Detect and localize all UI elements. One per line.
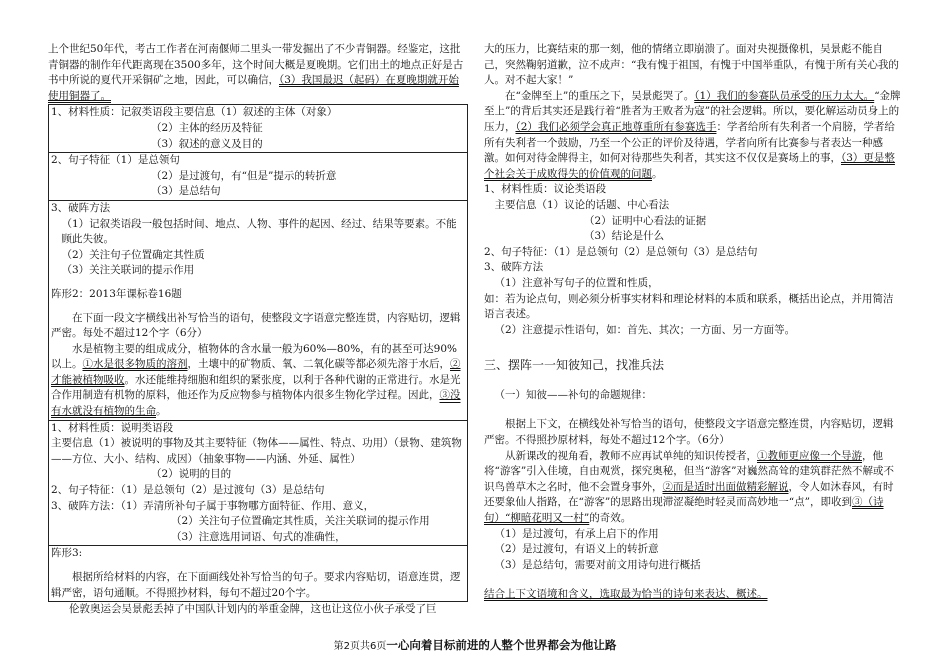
answer-underline: ③没有水就没有植物的生命 (51, 389, 461, 418)
paragraph-teacher: 从新课改的视角看，教师不应再试单纯的知识传授者，①教师更应像一个导游，他将“游客”引入佳境，自由观赏，探究奥秘，但当“游客”对巍然高耸的建筑群茫然不解或不识鸟兽草木之名时，他不会置身事外，②而是适时出面做精彩解说，令人如沐春风，有时还要象仙人指路，在“游客”的思路出现滞涩凝绝时轻灵而高妙地一“点”，即收到③（诗句）“柳暗花明又一村”的奇效。 (484, 449, 894, 525)
answer-underline: ②而是适时出面做精彩解说 (662, 480, 789, 493)
answer-underline: （1）我们的参赛队员承受的压力太大。 (694, 89, 875, 102)
answer-underline: （2）我们必须学会真正地尊重所有参赛选手 (515, 120, 717, 133)
answer-underline: （3）更是整个社会关于成败得失的价值观的问题 (484, 152, 895, 180)
formation3-box: 阵形3: 根据所给材料的内容，在下面画线处补写恰当的句子。要求内容贴切，语意连贯，逻辑严密，语句通顺。不得照抄材料，每句不超过20个字。 (48, 546, 468, 602)
page-footer (0, 637, 950, 653)
answer-underline: ③（诗句）“柳暗花明又一村” (484, 496, 884, 525)
summary-line: 结合上下文语境和含义，选取最为恰当的诗句来表达、概述。 (484, 588, 768, 601)
method-table: 3、破阵方法 （1）记叙类语段一般包括时间、地点、人物、事件的起因、经过、结果等要素。不能顾此失彼。 （2）关注句子位置确定其性质 （3）关注关联词的提示作用 阵形2：2013年课标卷16题 在下面一段文字横线出补写恰当的语句，使整段文字语意完整连贯，内容贴切，逻辑严密。每处不超过12个字（6分） 水是植物主要的组成成分，植物体的含水量一般为60%—80%，有的甚至可达90%以上。①水是很多物质的溶剂，土壤中的矿物质、氧、二氧化碳等都必须先溶于水后，②才能被植物吸收。水还能维持细胞和组织的紧张度，以利于各种代谢的正常进行。水是光合作用制造有机物的原料，他还作为反应物参与植物体内很多生物化学过程。因此，③没有水就没有植物的生命。 (48, 201, 468, 421)
answer-underline: （3）我国最迟（起码）在夏晚期就开始使用铜器了。 (48, 74, 459, 102)
left-column: 上个世纪50年代，考古工作者在河南偃师二里头一带发掘出了不少青铜器。经鉴定，这批青铜器的制作年代距离现在3500多年，这个时间大概是夏晚期。它们出土的地点正好是古书中所说的夏代开采铜矿之地，因此，可以确信，（3）我国最迟（起码）在夏晚期就开始使用铜器了。 1、材料性质：记叙类语段主要信息（1）叙述的主体（对象） （2）主体的经历及特征 （3）叙述的意义及目的 2、句子特征（1）是总领句 （2）是过渡句，有“但是”提示的转折意 （3）是总结句 3、破阵方法 （1）记叙类语段一般包括时间、地点、人物、事件的起因、经过、结果等要素。不能顾此失彼。 （2）关注句子位置确定其性质 （3）关注关联词的提示作用 阵形2：2013年课标卷16题 在下面一段文字横线出补写恰当的语句，使整段文字语意完整连贯，内容贴切，逻辑严密。每处不超过12个字（6分） 水是植物主要的组成成分，植物体的含水量一般为60%—80%，有的甚至可达90%以上。①水是很多物质的溶剂，土壤中的矿物质、氧、二氧化碳等都必须先溶于水后，②才能被植物吸收。水还能维持细胞和组织的紧张度，以利于各种代谢的正常进行。水是光合作用制造有机物的原料，他还作为反应物参与植物体内很多生物化学过程。因此，③没有水就没有植物的生命。 1、材料性质：说明类语段 主要信息（1）被说明的事物及其主要特征（物体——属性、特点、功用）（景物、建筑物——方位、大小、结构、成因）（抽象事物——内涵、外延、属性） （2）说明的目的 2、句子特征：（1）是总领句（2）是过渡句（3）是总结句 3、破阵方法：（1）弄清所补句子属于事物哪方面特征、作用、意义， （2）关注句子位置确定其性质，关注关联词的提示作用 （3）注意选用词语、句式的准确性， 阵形3: 根据所给材料的内容，在下面画线处补写恰当的句子。要求内容贴切，语意连贯，逻辑严密，语句通顺。不得照抄材料，每句不超过20个字。 伦敦奥运会吴景彪丢掉了中国队计划内的举重金牌，这也让这位小伙子承受了巨 (48, 42, 468, 618)
right-column: 大的压力，比赛结束的那一刻，他的情绪立即崩溃了。面对央视摄像机，吴景彪不能自己，突然鞠躬道歉，泣不成声：“我有愧于祖国，有愧于中国举重队，有愧于所有关心我的人。对不起大家！” 在“金牌至上”的重压之下，吴景彪哭了。（1）我们的参赛队员承受的压力太大。“金牌至上”的背后其实还是践行着“胜者为王败者为寇”的社会逻辑。所以，要化解运动员身上的压力，（2）我们必须学会真正地尊重所有参赛选手：学者给所有失利者一个肩膀，学者给所有失利者一个鼓励，乃至一个公正的评价及待遇，学者向所有比赛参与者表达一种感激。如何对待金牌得主，如何对待那些失利者，其实这不仅仅是赛场上的事，（3）更是整个社会关于成败得失的价值观的问题。 1、材料性质：议论类语段 主要信息（1）议论的话题、中心看法 （2）证明中心看法的证据 （3）结论是什么 2、句子特征：（1）是总领句（2）是总领句（3）是总结句 3、破阵方法 （1）注意补写句子的位置和性质， 如：若为论点句，则必须分析事实材料和理论材料的本质和联系，概括出论点，并用简洁语言表述。 （2）注意提示性语句，如：首先、其次；一方面、另一方面等。 三、摆阵一一知彼知己，找准兵法 （一）知彼——补句的命题规律： 根据上下文，在横线处补写恰当的语句，使整段文字语意完整连贯，内容贴切，逻辑严密。不得照抄原材料，每处不超过12个字。（6分） 从新课改的视角看，教师不应再试单纯的知识传授者，①教师更应像一个导游，他将“游客”引入佳境，自由观赏，探究奥秘，但当“游客”对巍然高耸的建筑群茫然不解或不识鸟兽草木之名时，他不会置身事外，②而是适时出面做精彩解说，令人如沐春风，有时还要象仙人指路，在“游客”的思路出现滞涩凝绝时轻灵而高妙地一“点”，即收到③（诗句）“柳暗花明又一村”的奇效。 （1）是过渡句，有承上启下的作用 （2）是过渡句，有语义上的转折意 （3）是总结句，需要对前文用诗句进行概括 结合上下文语境和含义，选取最为恰当的诗句来表达、概述。 (484, 42, 902, 603)
section-heading: 阵形2：2013年课标卷16题 (51, 287, 182, 300)
paragraph-pressure: 在“金牌至上”的重压之下，吴景彪哭了。（1）我们的参赛队员承受的压力太大。“金牌至上”的背后其实还是践行着“胜者为王败者为寇”的社会逻辑。所以，要化解运动员身上的压力，（2）我们必须学会真正地尊重所有参赛选手：学者给所有失利者一个肩膀，学者给所有失利者一个鼓励，乃至一个公正的评价及待遇，学者向所有比赛参与者表达一种感激。如何对待金牌得主，如何对待那些失利者，其实这不仅仅是赛场上的事，（3）更是整个社会关于成败得失的价值观的问题。 (484, 89, 901, 180)
footer-motto: 一心向着目标前进的人整个世界都会为他让路 (386, 638, 617, 652)
paragraph-bronze: 上个世纪50年代，考古工作者在河南偃师二里头一带发掘出了不少青铜器。经鉴定，这批青铜器的制作年代距离现在3500多年，这个时间大概是夏晚期。它们出土的地点正好是古书中所说的夏代开采铜矿之地，因此，可以确信，（3）我国最迟（起码）在夏晚期就开始使用铜器了。 (48, 43, 464, 102)
answer-underline: ①教师更应像一个导游 (757, 449, 862, 462)
sentence-feature-table: 2、句子特征（1）是总领句 （2）是过渡句，有“但是”提示的转折意 （3）是总结句 (48, 153, 468, 201)
expository-table: 1、材料性质：说明类语段 主要信息（1）被说明的事物及其主要特征（物体——属性、特点、功用）（景物、建筑物——方位、大小、结构、成因）（抽象事物——内涵、外延、属性） （2）说明的目的 2、句子特征：（1）是总领句（2）是过渡句（3）是总结句 3、破阵方法：（1）弄清所补句子属于事物哪方面特征、作用、意义， （2）关注句子位置确定其性质，关注关联词的提示作用 （3）注意选用词语、句式的准确性， (48, 421, 468, 547)
section-title: 三、摆阵一一知彼知己，找准兵法 (484, 358, 665, 373)
page-number: 第2页共6页 (333, 641, 387, 652)
subsection-title: （一）知彼——补句的命题规律： (494, 388, 652, 401)
answer-underline: ②才能被植物吸收 (51, 358, 461, 386)
section-heading: 阵形3: (51, 547, 83, 560)
paragraph-water: 水是植物主要的组成成分，植物体的含水量一般为60%—80%，有的甚至可达90%以上。①水是很多物质的溶剂，土壤中的矿物质、氧、二氧化碳等都必须先溶于水后，②才能被植物吸收。水还能维持细胞和组织的紧张度，以利于各种代谢的正常进行。水是光合作用制造有机物的原料，他还作为反应物参与植物体内很多生物化学过程。因此，③没有水就没有植物的生命。 (51, 342, 461, 418)
answer-underline: ①水是很多物质的溶剂 (82, 358, 188, 371)
narrative-table: 1、材料性质：记叙类语段主要信息（1）叙述的主体（对象） （2）主体的经历及特征 （3）叙述的意义及目的 (48, 104, 468, 153)
